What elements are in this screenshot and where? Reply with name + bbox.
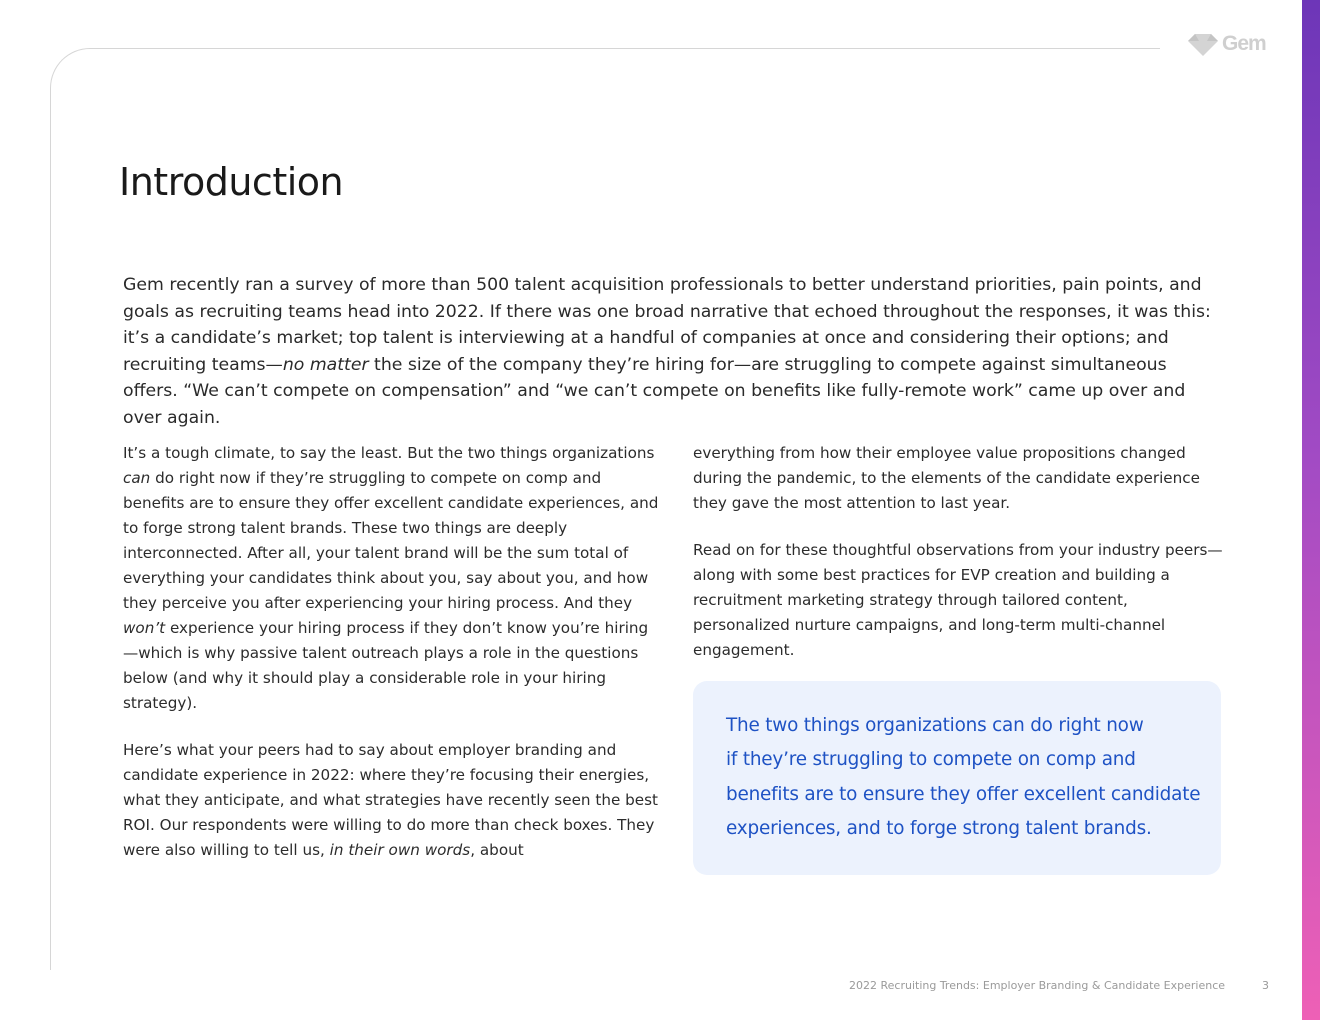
callout-line-1: The two things organizations can do right now	[726, 715, 1144, 736]
left-p2-emphasis: in their own words	[329, 841, 471, 859]
gem-logo	[1188, 32, 1266, 56]
left-paragraph-1	[123, 441, 663, 716]
left-p2-text-a: Here’s what your peers had to say about employer branding and candidate experience in 2022: where they’re focusing their energies, what they anticipate, and what strategies have recently seen the best ROI. Our respondents were willing to do more than check boxes. They were also willing to tell us,	[123, 741, 658, 859]
left-p1-text-a: It’s a tough climate, to say the least. But the two things organizations	[123, 444, 655, 462]
footer-page-number: 3	[1262, 979, 1269, 992]
right-paragraph-2: Read on for these thoughtful observations from your industry peers—along with some best practices for EVP creation and building a recruitment marketing strategy through tailored content, personalized nurture campaigns, and long-term multi-channel engagement.	[693, 541, 1223, 659]
gem-diamond-icon	[1188, 32, 1218, 56]
left-p2-text-b: , about	[470, 841, 524, 859]
left-p1-emphasis-1: can	[123, 469, 151, 487]
page-title: Introduction	[119, 160, 344, 204]
left-p1-text-c: experience your hiring process if they don’t know you’re hiring—which is why passive talent outreach plays a role in the questions below (and why it should play a considerable role in your hiring strategy).	[123, 619, 649, 712]
footer-doc-title: 2022 Recruiting Trends: Employer Branding & Candidate Experience	[849, 979, 1226, 992]
left-p1-emphasis-2: won’t	[123, 619, 166, 637]
lead-text-2: the size of the company they’re hiring for—are struggling to compete against simultaneous offers. “We can’t compete on compensation” and “we can’t compete on benefits like fully-remote work” came up over and over again.	[123, 354, 1186, 428]
left-paragraph-2	[123, 738, 663, 863]
callout-line-4: experiences, and to forge strong talent brands.	[726, 817, 1152, 839]
pull-quote-callout	[693, 681, 1221, 875]
right-column	[693, 441, 1223, 685]
lead-text-1: Gem recently ran a survey of more than 500 talent acquisition professionals to better understand priorities, pain points, and goals as recruiting teams head into 2022. If there was one broad narrative that echoed throughout the responses, it was this: it’s a candidate’s market; top talent is interviewing at a handful of companies at once and considering their options; and recruiting teams—	[123, 275, 1211, 375]
lead-emphasis: no matter	[282, 354, 369, 375]
callout-line-2: if they’re struggling to compete on comp and	[726, 749, 1136, 771]
left-p1-text-b: do right now if they’re struggling to compete on comp and benefits are to ensure they offer excellent candidate experiences, and to forge strong talent brands. These two things are deeply interconnected. After all, your talent brand will be the sum total of everything your candidates think about you, say about you, and how they perceive you after experiencing your hiring process. And they	[123, 469, 659, 612]
lead-paragraph	[123, 272, 1223, 432]
left-column	[123, 441, 663, 885]
gem-logo-text: Gem	[1222, 32, 1266, 55]
accent-side-bar	[1302, 0, 1320, 1020]
callout-line-3: benefits are to ensure they offer excellent candidate	[726, 783, 1201, 805]
right-paragraph-1: everything from how their employee value propositions changed during the pandemic, to the elements of the candidate experience they gave the most attention to last year.	[693, 444, 1200, 512]
page-footer	[849, 979, 1269, 992]
